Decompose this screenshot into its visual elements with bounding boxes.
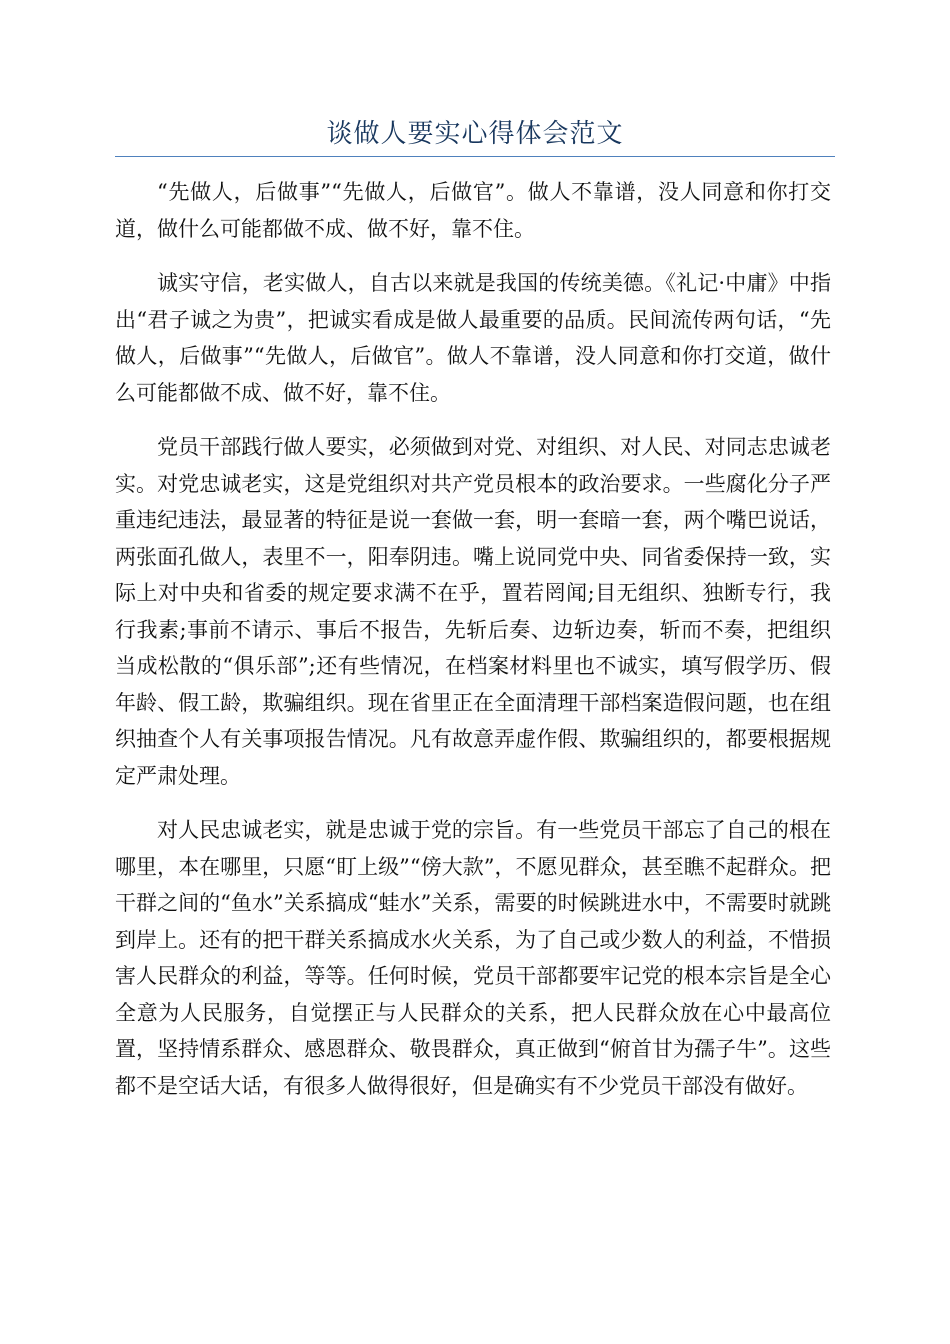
paragraph-3: 党员干部践行做人要实，必须做到对党、对组织、对人民、对同志忠诚老实。对党忠诚老实，这是党组织对共产党员根本的政治要求。一些腐化分子严重违纪违法，最显著的特征是说一套做一套，明一套暗一套，两个嘴巴说话，两张面孔做人，表里不一，阳奉阴违。嘴上说同党中央、同省委保持一致，实际上对中央和省委的规定要求满不在乎，置若罔闻;目无组织、独断专行，我行我素;事前不请示、事后不报告，先斩后奏、边斩边奏，斩而不奏，把组织当成松散的“俱乐部”;还有些情况，在档案材料里也不诚实，填写假学历、假年龄、假工龄，欺骗组织。现在省里正在全面清理干部档案造假问题，也在组织抽查个人有关事项报告情况。凡有故意弄虚作假、欺骗组织的，都要根据规定严肃处理。 <box>115 435 831 788</box>
paragraph-1: “先做人，后做事”“先做人，后做官”。做人不靠谱，没人同意和你打交道，做什么可能都做不成、做不好，靠不住。 <box>115 180 831 241</box>
paragraph-2: 诚实守信，老实做人，自古以来就是我国的传统美德。《礼记·中庸》中指出“君子诚之为贵”，把诚实看成是做人最重要的品质。民间流传两句话，“先做人，后做事”“先做人，后做官”。做人不靠谱，没人同意和你打交道，做什么可能都做不成、做不好，靠不住。 <box>115 271 831 405</box>
paragraph-4: 对人民忠诚老实，就是忠诚于党的宗旨。有一些党员干部忘了自己的根在哪里，本在哪里，只愿“盯上级”“傍大款”，不愿见群众，甚至瞧不起群众。把干群之间的“鱼水”关系搞成“蛙水”关系，需要的时候跳进水中，不需要时就跳到岸上。还有的把干群关系搞成水火关系，为了自己或少数人的利益，不惜损害人民群众的利益，等等。任何时候，党员干部都要牢记党的根本宗旨是全心全意为人民服务，自觉摆正与人民群众的关系，把人民群众放在心中最高位置，坚持情系群众、感恩群众、敬畏群众，真正做到“俯首甘为孺子牛”。这些都不是空话大话，有很多人做得很好，但是确实有不少党员干部没有做好。 <box>115 818 831 1098</box>
title-block <box>115 112 835 157</box>
document-title: 谈做人要实心得体会范文 <box>326 119 624 149</box>
document-body <box>115 174 831 1122</box>
